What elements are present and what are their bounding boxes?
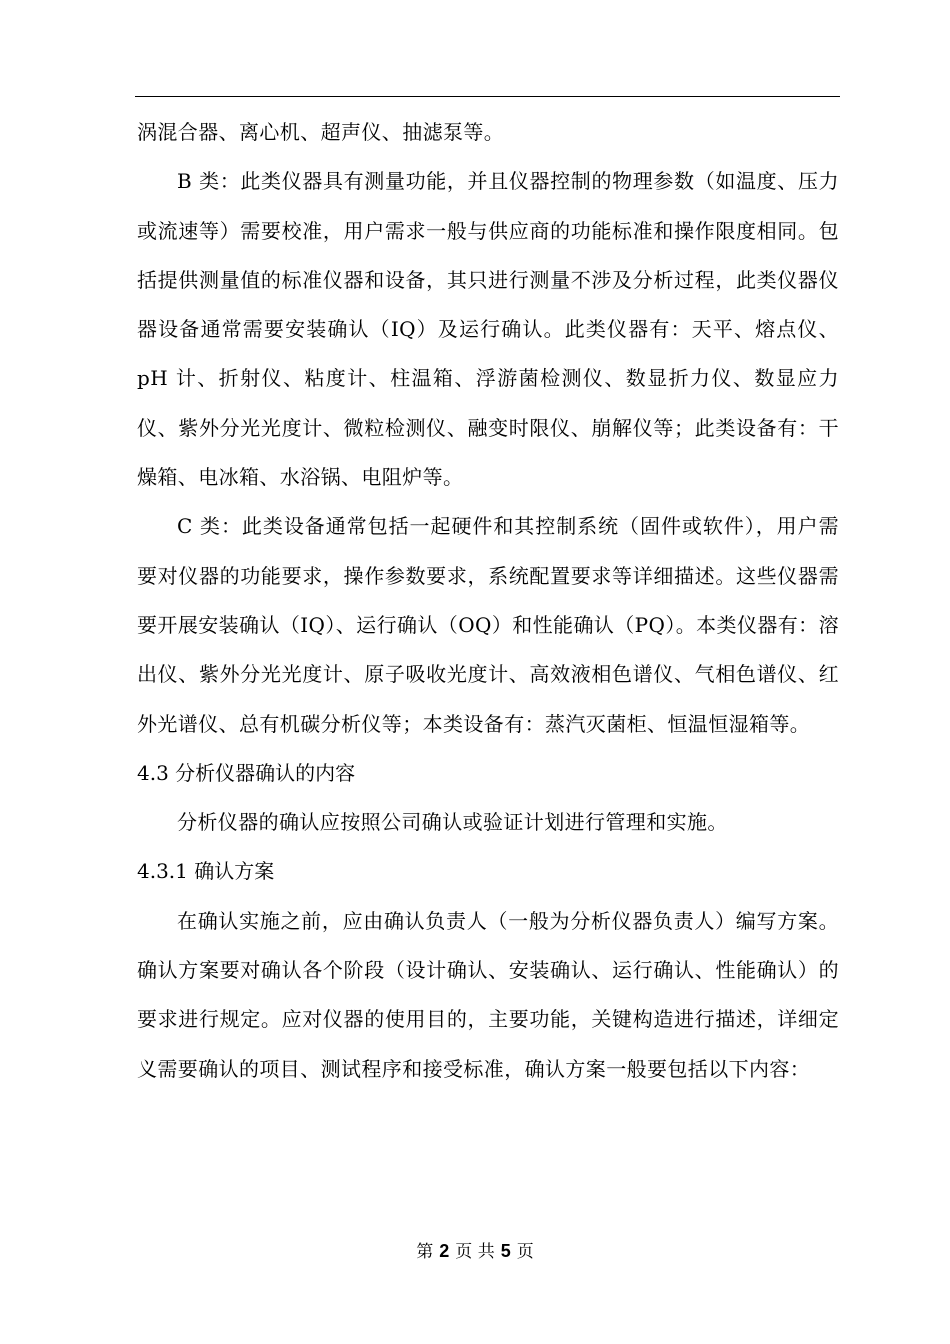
paragraph-class-c: C 类：此类设备通常包括一起硬件和其控制系统（固件或软件），用户需要对仪器的功能要求，操作参数要求，系统配置要求等详细描述。这些仪器需要开展安装确认（IQ）、运行确认（OQ）和性能确认（PQ）。本类仪器有：溶出仪、紫外分光光度计、原子吸收光度计、高效液相色谱仪、气相色谱仪、红外光谱仪、总有机碳分析仪等；本类设备有：蒸汽灭菌柜、恒温恒湿箱等。 [137, 514, 839, 736]
footer-prefix: 第 [416, 1242, 434, 1262]
header-rule [135, 96, 840, 97]
footer-page-number: 2 [439, 1241, 450, 1261]
page-footer [0, 1237, 950, 1266]
paragraph-protocol: 在确认实施之前，应由确认负责人（一般为分析仪器负责人）编写方案。确认方案要对确认各个阶段（设计确认、安装确认、运行确认、性能确认）的要求进行规定。应对仪器的使用目的，主要功能，关键构造进行描述，详细定义需要确认的项目、测试程序和接受标准，确认方案一般要包括以下内容： [137, 908, 839, 1081]
paragraph-class-b: B 类：此类仪器具有测量功能，并且仪器控制的物理参数（如温度、压力或流速等）需要校准，用户需求一般与供应商的功能标准和操作限度相同。包括提供测量值的标准仪器和设备，其只进行测量不涉及分析过程，此类仪器仪器设备通常需要安装确认（IQ）及运行确认。此类仪器有：天平、熔点仪、pH 计、折射仪、粘度计、柱温箱、浮游菌检测仪、数显折力仪、数显应力仪、紫外分光光度计、微粒检测仪、融变时限仪、崩解仪等；此类设备有：干燥箱、电冰箱、水浴锅、电阻炉等。 [137, 169, 839, 490]
document-body [137, 108, 839, 1094]
footer-middle: 页 共 [455, 1242, 495, 1262]
footer-total-pages: 5 [500, 1241, 511, 1261]
paragraph-confirmation-plan: 分析仪器的确认应按照公司确认或验证计划进行管理和实施。 [177, 810, 728, 835]
section-heading-4-3: 4.3 分析仪器确认的内容 [137, 760, 356, 785]
footer-suffix: 页 [516, 1242, 534, 1262]
section-heading-4-3-1: 4.3.1 确认方案 [137, 859, 275, 884]
paragraph-continuation: 涡混合器、离心机、超声仪、抽滤泵等。 [137, 120, 505, 144]
